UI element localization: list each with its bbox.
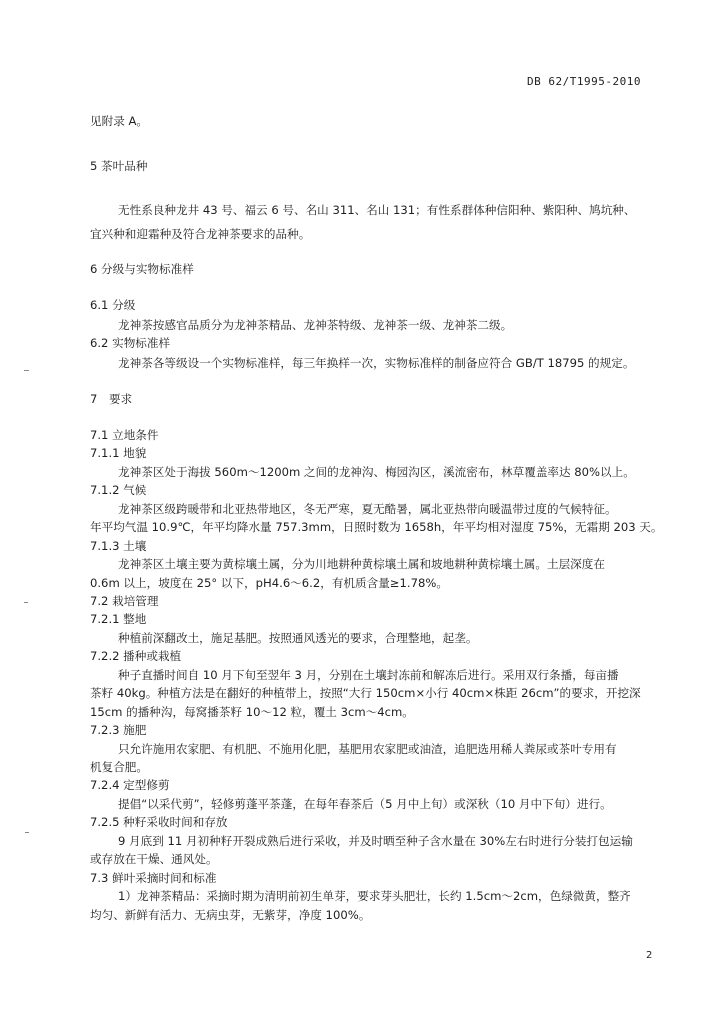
text-line: 见附录 A。 (90, 114, 148, 128)
document-number: DB 62/T1995-2010 (527, 75, 641, 88)
text-line: 茶籽 40kg。种植方法是在翻好的种植带上，按照“大行 150cm×小行 40cm×株距 26cm”的要求，开挖深 (90, 686, 641, 700)
scan-speck (25, 832, 29, 833)
text-line: 种子直播时间自 10 月下旬至翌年 3 月，分别在土壤封冻前和解冻后进行。采用双行条播，每亩播 (118, 668, 619, 682)
text-line: 0.6m 以上，坡度在 25° 以下，pH4.6～6.2，有机质含量≥1.78%。 (90, 576, 448, 590)
subsection-heading: 7.2.5 种籽采收时间和存放 (90, 815, 228, 829)
text-line: 龙神茶区土壤主要为黄棕壤土属，分为川地耕种黄棕壤土属和坡地耕种黄棕壤土属。土层深度在 (118, 557, 605, 571)
section-heading: 5 茶叶品种 (90, 159, 148, 173)
text-line: 龙神茶区级跨暖带和北亚热带地区，冬无严寒，夏无酷暑，属北亚热带向暖温带过度的气候特征。 (118, 502, 617, 516)
subsection-heading: 7.2.2 播种或栽植 (90, 649, 182, 663)
text-line: 种植前深翻改土，施足基肥。按照通风透光的要求，合理整地，起垄。 (118, 631, 478, 645)
section-heading: 7 要求 (90, 392, 133, 406)
text-line: 年平均气温 10.9℃，年平均降水量 757.3mm，日照时数为 1658h，年平均相对湿度 75%，无霜期 203 天。 (90, 520, 663, 534)
subsection-heading: 6.1 分级 (90, 298, 136, 312)
text-line: 1）龙神茶精品：采摘时期为清明前初生单芽，要求芽头肥壮，长约 1.5cm～2cm，色绿微黄，整齐 (118, 889, 631, 903)
subsection-heading: 7.2.3 施肥 (90, 723, 147, 737)
text-line: 只允许施用农家肥、有机肥、不施用化肥，基肥用农家肥或油渣，追肥选用稀人粪尿或茶叶专用有 (118, 742, 617, 756)
text-line: 无性系良种龙井 43 号、福云 6 号、名山 311、名山 131；有性系群体种信阳种、紫阳种、鸠坑种、 (118, 203, 636, 217)
subsection-heading: 7.2 栽培管理 (90, 594, 159, 608)
text-line: 龙神茶各等级设一个实物标准样，每三年换样一次，实物标准样的制备应符合 GB/T 18795 的规定。 (118, 356, 635, 370)
subsection-heading: 7.3 鲜叶采摘时间和标准 (90, 871, 217, 885)
text-line: 龙神茶按感官品质分为龙神茶精品、龙神茶特级、龙神茶一级、龙神茶二级。 (118, 318, 513, 332)
text-line: 机复合肥。 (90, 760, 148, 774)
text-line: 提倡“以采代剪”，轻修剪蓬平茶蓬，在每年春茶后（5 月中上旬）或深秋（10 月中下旬）进行。 (118, 797, 612, 811)
text-line: 均匀、新鲜有活力、无病虫芽，无紫芽，净度 100%。 (90, 908, 371, 922)
subsection-heading: 7.1.3 土壤 (90, 539, 147, 553)
scan-speck (24, 602, 28, 603)
text-line: 15cm 的播种沟，每窝播茶籽 10～12 粒，覆土 3cm～4cm。 (90, 705, 414, 719)
subsection-heading: 7.1.2 气候 (90, 483, 147, 497)
text-line: 或存放在干燥、通风处。 (90, 852, 218, 866)
subsection-heading: 7.1.1 地貌 (90, 446, 147, 460)
subsection-heading: 7.2.4 定型修剪 (90, 778, 170, 792)
text-line: 9 月底到 11 月初种籽开裂成熟后进行采收，并及时晒至种子含水量在 30%左右时进行分装打包运输 (118, 834, 633, 848)
subsection-heading: 7.2.1 整地 (90, 612, 147, 626)
page-number: 2 (646, 950, 653, 961)
section-heading: 6 分级与实物标准样 (90, 262, 194, 276)
subsection-heading: 6.2 实物标准样 (90, 336, 171, 350)
scan-speck (24, 370, 29, 371)
subsection-heading: 7.1 立地条件 (90, 428, 159, 442)
text-line: 龙神茶区处于海拔 560m～1200m 之间的龙神沟、梅园沟区，溪流密布，林草覆盖率达 80%以上。 (118, 465, 635, 479)
text-line: 宜兴种和迎霜种及符合龙神茶要求的品种。 (90, 227, 311, 241)
